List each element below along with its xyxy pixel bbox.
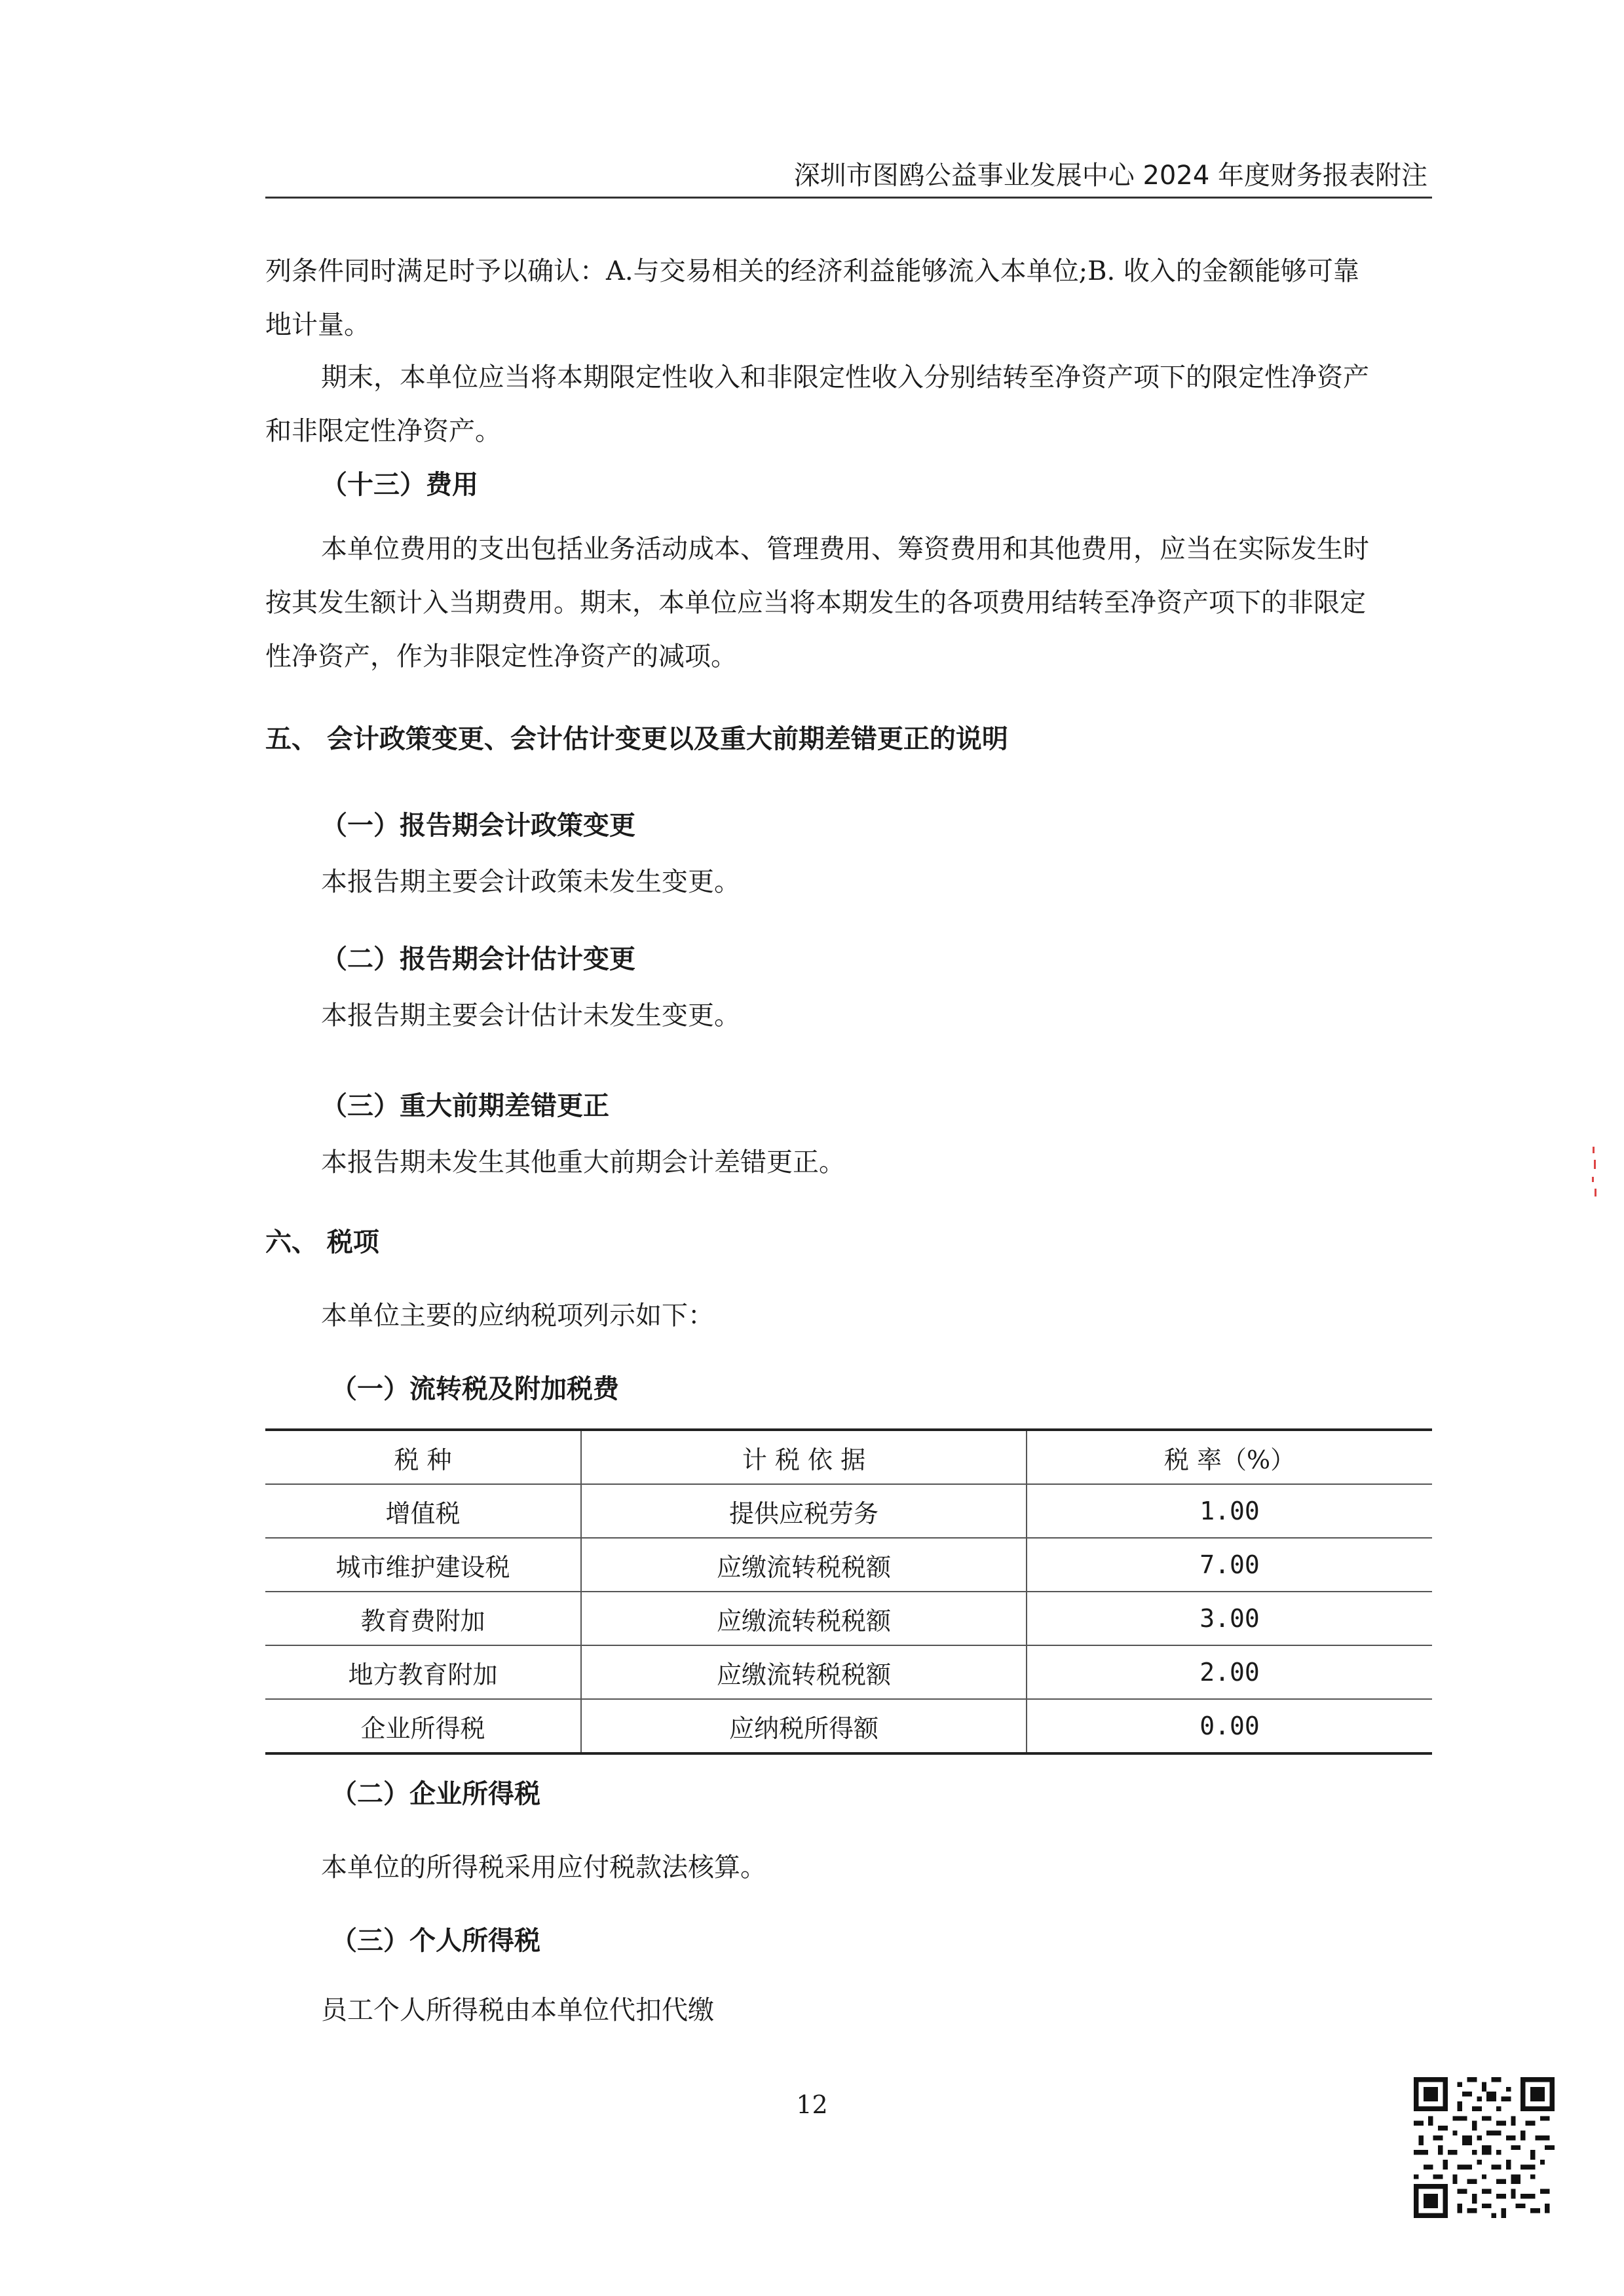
paragraph-expenses-line1: 本单位费用的支出包括业务活动成本、管理费用、筹资费用和其他费用，应当在实际发生时: [321, 534, 1369, 564]
heading-corporate-income-tax: （二）企业所得税: [331, 1779, 540, 1809]
heading-section-6: 六、 税项: [265, 1227, 379, 1257]
header-rule: [265, 197, 1432, 199]
tax-rate-cell: 7.00: [1027, 1538, 1432, 1592]
paragraph-estimate-change: 本报告期主要会计估计未发生变更。: [321, 1001, 740, 1031]
tax-type-cell: 增值税: [265, 1484, 581, 1538]
paragraph-corporate-income-tax: 本单位的所得税采用应付税款法核算。: [321, 1852, 766, 1883]
qr-code-icon: [1414, 2077, 1555, 2218]
tax-table-header-type: 税 种: [265, 1430, 581, 1484]
paragraph-revenue-line1: 列条件同时满足时予以确认：A.与交易相关的经济利益能够流入本单位;B. 收入的金额能够可靠: [265, 256, 1359, 286]
tax-rate-cell: 1.00: [1027, 1484, 1432, 1538]
paragraph-expenses-line3: 性净资产，作为非限定性净资产的减项。: [265, 641, 737, 672]
tax-rate-cell: 0.00: [1027, 1699, 1432, 1753]
table-row: [265, 1699, 1432, 1753]
paragraph-period-end-line2: 和非限定性净资产。: [265, 416, 501, 446]
tax-type-cell: 企业所得税: [265, 1699, 581, 1753]
table-row: [265, 1484, 1432, 1538]
paragraph-error-correction: 本报告期未发生其他重大前期会计差错更正。: [321, 1147, 845, 1177]
page-number: 12: [796, 2090, 828, 2119]
red-stamp-edge-mark: [1591, 1147, 1598, 1199]
heading-error-correction: （三）重大前期差错更正: [321, 1091, 609, 1121]
paragraph-revenue-line2: 地计量。: [265, 310, 370, 340]
heading-expenses: （十三）费用: [321, 470, 478, 500]
paragraph-personal-income-tax: 员工个人所得税由本单位代扣代缴: [321, 1995, 714, 2025]
tax-type-cell: 教育费附加: [265, 1592, 581, 1645]
tax-basis-cell: 应纳税所得额: [581, 1699, 1027, 1753]
running-header: 深圳市图鸥公益事业发展中心 2024 年度财务报表附注: [793, 161, 1427, 191]
paragraph-policy-change: 本报告期主要会计政策未发生变更。: [321, 867, 740, 897]
heading-policy-change: （一）报告期会计政策变更: [321, 811, 635, 841]
tax-type-cell: 城市维护建设税: [265, 1538, 581, 1592]
tax-rate-cell: 3.00: [1027, 1592, 1432, 1645]
tax-table-header-row: [265, 1430, 1432, 1484]
table-row: [265, 1645, 1432, 1699]
paragraph-expenses-line2: 按其发生额计入当期费用。期末，本单位应当将本期发生的各项费用结转至净资产项下的非限定: [265, 588, 1366, 618]
table-row: [265, 1592, 1432, 1645]
table-row: [265, 1538, 1432, 1592]
heading-estimate-change: （二）报告期会计估计变更: [321, 944, 635, 974]
tax-rate-cell: 2.00: [1027, 1645, 1432, 1699]
tax-table: [265, 1428, 1432, 1755]
heading-personal-income-tax: （三）个人所得税: [331, 1926, 540, 1956]
tax-basis-cell: 应缴流转税税额: [581, 1592, 1027, 1645]
heading-turnover-tax: （一）流转税及附加税费: [331, 1374, 619, 1404]
tax-basis-cell: 应缴流转税税额: [581, 1538, 1027, 1592]
tax-basis-cell: 提供应税劳务: [581, 1484, 1027, 1538]
paragraph-tax-intro: 本单位主要的应纳税项列示如下：: [321, 1301, 714, 1331]
tax-type-cell: 地方教育附加: [265, 1645, 581, 1699]
paragraph-period-end-line1: 期末，本单位应当将本期限定性收入和非限定性收入分别结转至净资产项下的限定性净资产: [321, 362, 1369, 392]
tax-table-header-basis: 计 税 依 据: [581, 1430, 1027, 1484]
heading-section-5: 五、 会计政策变更、会计估计变更以及重大前期差错更正的说明: [265, 724, 1008, 754]
tax-table-header-rate: 税 率（%）: [1027, 1430, 1432, 1484]
tax-basis-cell: 应缴流转税税额: [581, 1645, 1027, 1699]
